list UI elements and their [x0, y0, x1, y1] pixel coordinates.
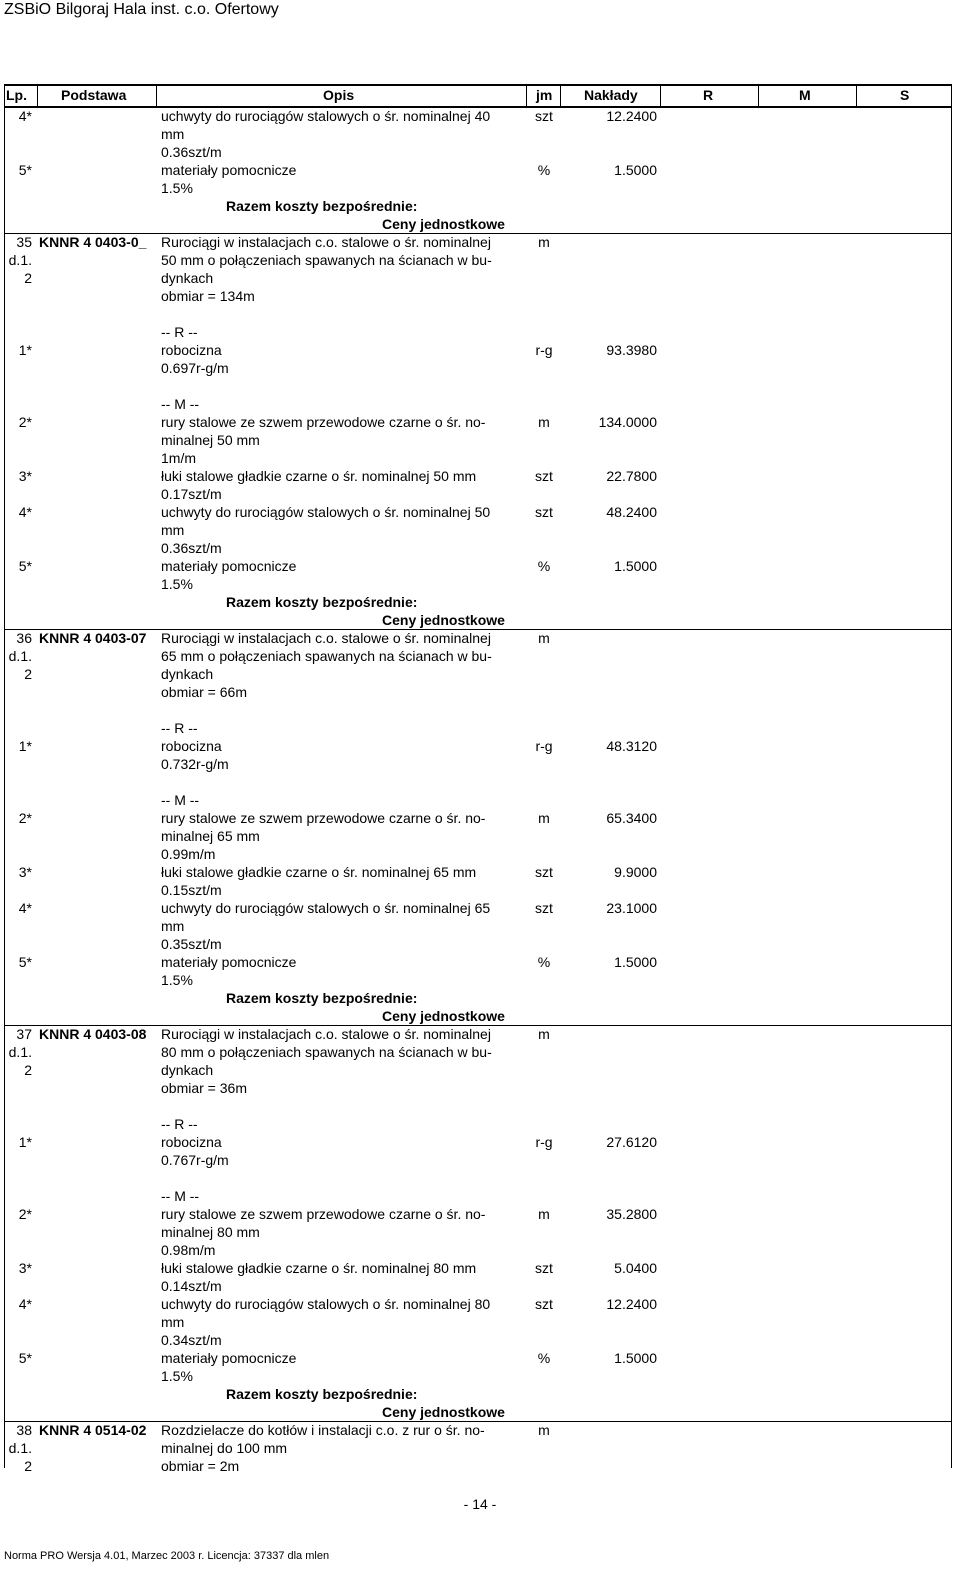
direct-costs-label: Razem koszty bezpośrednie: — [226, 198, 418, 214]
position-number: 1* — [18, 738, 32, 754]
position-number: 4* — [18, 900, 32, 916]
unit-prices-label: Ceny jednostkowe — [382, 216, 505, 232]
position-number: 5* — [18, 558, 32, 574]
description-line: 50 mm o połączeniach spawanych na ścianach w bu- — [161, 252, 492, 268]
position-number: d.1. — [8, 648, 32, 664]
unit: m — [538, 1206, 550, 1222]
unit-prices-label: Ceny jednostkowe — [382, 1008, 505, 1024]
description-line: 0.697r-g/m — [161, 360, 229, 376]
position-number: 2 — [24, 666, 32, 682]
description-line: materiały pomocnicze — [161, 558, 297, 574]
unit: r-g — [535, 342, 553, 358]
description-line: minalnej 80 mm — [161, 1224, 260, 1240]
direct-costs-label: Razem koszty bezpośrednie: — [226, 1386, 418, 1402]
unit: % — [537, 1350, 551, 1366]
border-right — [951, 84, 952, 1468]
unit: m — [538, 630, 550, 646]
position-number: 1* — [18, 1134, 32, 1150]
position-number: 35 — [16, 234, 32, 250]
description-line: minalnej 50 mm — [161, 432, 260, 448]
basis-code: KNNR 4 0403-07 — [39, 630, 147, 646]
description-line: mm — [161, 1314, 185, 1330]
position-number: 38 — [16, 1422, 32, 1438]
divider-m-header — [856, 84, 857, 106]
description-line: 0.99m/m — [161, 846, 216, 862]
description-line: Rurociągi w instalacjach c.o. stalowe o śr. nominalnej — [161, 630, 491, 646]
quantity-value: 1.5000 — [614, 1350, 657, 1366]
position-number: d.1. — [8, 252, 32, 268]
quantity-value: 22.7800 — [606, 468, 657, 484]
description-line: dynkach — [161, 1062, 214, 1078]
description-line: 0.15szt/m — [161, 882, 222, 898]
description-line: łuki stalowe gładkie czarne o śr. nominalnej 65 mm — [161, 864, 477, 880]
description-line: obmiar = 2m — [161, 1458, 240, 1474]
description-line: Rozdzielacze do kotłów i instalacji c.o. z rur o śr. no- — [161, 1422, 485, 1438]
col-s: S — [900, 87, 910, 103]
col-r: R — [703, 87, 714, 103]
unit: m — [538, 1026, 550, 1042]
table-header — [4, 84, 952, 108]
description-line: rury stalowe ze szwem przewodowe czarne o śr. no- — [161, 414, 486, 430]
description-line: mm — [161, 126, 185, 142]
quantity-value: 12.2400 — [606, 1296, 657, 1312]
quantity-value: 48.3120 — [606, 738, 657, 754]
direct-costs-label: Razem koszty bezpośrednie: — [226, 594, 418, 610]
unit: m — [538, 414, 550, 430]
quantity-value: 12.2400 — [606, 108, 657, 124]
description-line: łuki stalowe gładkie czarne o śr. nominalnej 50 mm — [161, 468, 477, 484]
divider-r-header — [758, 84, 759, 106]
quantity-value: 1.5000 — [614, 558, 657, 574]
basis-code: KNNR 4 0403-08 — [39, 1026, 147, 1042]
quantity-value: 65.3400 — [606, 810, 657, 826]
quantity-value: 23.1000 — [606, 900, 657, 916]
position-number: 2* — [18, 1206, 32, 1222]
unit: szt — [535, 468, 553, 484]
description-line: 0.34szt/m — [161, 1332, 222, 1348]
description-line: materiały pomocnicze — [161, 1350, 297, 1366]
description-line: uchwyty do rurociągów stalowych o śr. nominalnej 50 — [161, 504, 491, 520]
description-line: minalnej 65 mm — [161, 828, 260, 844]
description-line: -- R -- — [161, 720, 198, 736]
description-line: minalnej do 100 mm — [161, 1440, 288, 1456]
divider-podstawa-header — [156, 84, 157, 106]
description-line: 0.98m/m — [161, 1242, 216, 1258]
description-line: 1.5% — [161, 180, 193, 196]
quantity-value: 1.5000 — [614, 162, 657, 178]
description-line: 0.36szt/m — [161, 540, 222, 556]
description-line: robocizna — [161, 738, 222, 754]
unit: szt — [535, 504, 553, 520]
quantity-value: 9.9000 — [614, 864, 657, 880]
unit: m — [538, 810, 550, 826]
unit: % — [537, 162, 551, 178]
unit: % — [537, 558, 551, 574]
position-number: 5* — [18, 954, 32, 970]
col-jm: jm — [536, 87, 553, 103]
unit: r-g — [535, 738, 553, 754]
unit: szt — [535, 108, 553, 124]
description-line: rury stalowe ze szwem przewodowe czarne o śr. no- — [161, 1206, 486, 1222]
description-line: łuki stalowe gładkie czarne o śr. nominalnej 80 mm — [161, 1260, 477, 1276]
position-number: 4* — [18, 504, 32, 520]
description-line: robocizna — [161, 342, 222, 358]
description-line: 0.14szt/m — [161, 1278, 222, 1294]
position-number: 5* — [18, 162, 32, 178]
description-line: -- M -- — [161, 1188, 200, 1204]
position-number: 2* — [18, 810, 32, 826]
description-line: 80 mm o połączeniach spawanych na ścianach w bu- — [161, 1044, 492, 1060]
description-line: materiały pomocnicze — [161, 954, 297, 970]
quantity-value: 48.2400 — [606, 504, 657, 520]
divider-opis-header — [526, 84, 527, 106]
page-number: - 14 - — [463, 1496, 497, 1512]
description-line: Rurociągi w instalacjach c.o. stalowe o śr. nominalnej — [161, 1026, 491, 1042]
divider-naklady-header — [660, 84, 661, 106]
position-number: 4* — [18, 108, 32, 124]
description-line: mm — [161, 918, 185, 934]
basis-code: KNNR 4 0403-0_ — [39, 234, 147, 250]
description-line: -- R -- — [161, 324, 198, 340]
position-number: 5* — [18, 1350, 32, 1366]
quantity-value: 5.0400 — [614, 1260, 657, 1276]
document-title: ZSBiO Bilgoraj Hala inst. c.o. Ofertowy — [4, 1, 279, 18]
description-line: 1.5% — [161, 576, 193, 592]
description-line: obmiar = 36m — [161, 1080, 247, 1096]
description-line: uchwyty do rurociągów stalowych o śr. nominalnej 80 — [161, 1296, 491, 1312]
description-line: 0.36szt/m — [161, 144, 222, 160]
description-line: 1m/m — [161, 450, 196, 466]
unit-prices-label: Ceny jednostkowe — [382, 612, 505, 628]
description-line: 0.732r-g/m — [161, 756, 229, 772]
description-line: -- M -- — [161, 792, 200, 808]
description-line: 65 mm o połączeniach spawanych na ścianach w bu- — [161, 648, 492, 664]
position-number: 4* — [18, 1296, 32, 1312]
divider-jm-header — [560, 84, 561, 106]
unit: m — [538, 1422, 550, 1438]
divider-lp-header — [37, 84, 38, 106]
direct-costs-label: Razem koszty bezpośrednie: — [226, 990, 418, 1006]
description-line: rury stalowe ze szwem przewodowe czarne o śr. no- — [161, 810, 486, 826]
position-number: 2* — [18, 414, 32, 430]
table-top-border — [4, 84, 952, 86]
description-line: 0.17szt/m — [161, 486, 222, 502]
quantity-value: 1.5000 — [614, 954, 657, 970]
position-number: 3* — [18, 1260, 32, 1276]
col-lp: Lp. — [6, 87, 27, 103]
description-line: materiały pomocnicze — [161, 162, 297, 178]
col-naklady: Nakłady — [584, 87, 638, 103]
position-number: 3* — [18, 468, 32, 484]
position-number: 1* — [18, 342, 32, 358]
quantity-value: 35.2800 — [606, 1206, 657, 1222]
position-number: 37 — [16, 1026, 32, 1042]
position-number: 3* — [18, 864, 32, 880]
col-opis: Opis — [323, 87, 355, 103]
unit: szt — [535, 1296, 553, 1312]
quantity-value: 93.3980 — [606, 342, 657, 358]
software-note: Norma PRO Wersja 4.01, Marzec 2003 r. Licencja: 37337 dla mlen — [4, 1550, 330, 1562]
description-line: uchwyty do rurociągów stalowych o śr. nominalnej 65 — [161, 900, 491, 916]
quantity-value: 134.0000 — [598, 414, 657, 430]
description-line: 1.5% — [161, 1368, 193, 1384]
description-line: 0.767r-g/m — [161, 1152, 229, 1168]
description-line: uchwyty do rurociągów stalowych o śr. nominalnej 40 — [161, 108, 491, 124]
position-number: 2 — [24, 1062, 32, 1078]
unit: % — [537, 954, 551, 970]
position-number: 2 — [24, 270, 32, 286]
description-line: 1.5% — [161, 972, 193, 988]
description-line: mm — [161, 522, 185, 538]
position-number: d.1. — [8, 1440, 32, 1456]
description-line: -- R -- — [161, 1116, 198, 1132]
col-m: M — [799, 87, 811, 103]
unit-prices-label: Ceny jednostkowe — [382, 1404, 505, 1420]
description-line: 0.35szt/m — [161, 936, 222, 952]
col-podstawa: Podstawa — [61, 87, 127, 103]
unit: r-g — [535, 1134, 553, 1150]
description-line: obmiar = 134m — [161, 288, 255, 304]
unit: szt — [535, 900, 553, 916]
description-line: dynkach — [161, 666, 214, 682]
description-line: Rurociągi w instalacjach c.o. stalowe o śr. nominalnej — [161, 234, 491, 250]
description-line: -- M -- — [161, 396, 200, 412]
unit: m — [538, 234, 550, 250]
description-line: obmiar = 66m — [161, 684, 247, 700]
basis-code: KNNR 4 0514-02 — [39, 1422, 147, 1438]
description-line: dynkach — [161, 270, 214, 286]
unit: szt — [535, 864, 553, 880]
position-number: 36 — [16, 630, 32, 646]
unit: szt — [535, 1260, 553, 1276]
position-number: d.1. — [8, 1044, 32, 1060]
quantity-value: 27.6120 — [606, 1134, 657, 1150]
position-number: 2 — [24, 1458, 32, 1474]
description-line: robocizna — [161, 1134, 222, 1150]
